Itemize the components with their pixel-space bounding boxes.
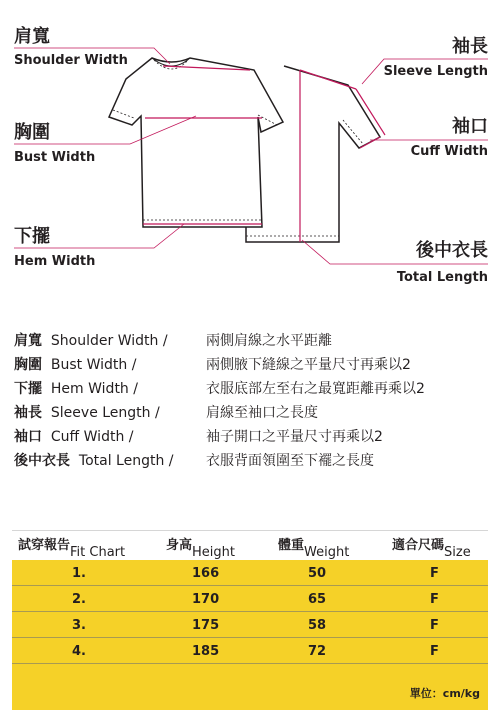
cuff-label: 袖口 Cuff Width (410, 116, 488, 159)
unit-note: 單位：cm/kg (409, 687, 480, 700)
table-row: 2. 170 65 F (12, 586, 488, 612)
fit-chart-table (12, 530, 488, 710)
fit-chart-header: 試穿報告 Fit Chart 身高 Height 體重 Weight 適合尺碼 Size (12, 530, 488, 560)
table-row: 1. 166 50 F (12, 560, 488, 586)
description-row-hem: 下擺 Hem Width / 衣服底部左至右之最寬距離再乘以2 (14, 381, 425, 397)
front-tshirt-outline (109, 58, 283, 227)
description-row-shoulder: 肩寬 Shoulder Width / 兩側肩線之水平距離 (14, 333, 332, 349)
measurement-descriptions (14, 331, 494, 475)
sleeve-label: 袖長 Sleeve Length (383, 36, 488, 79)
table-row: 3. 175 58 F (12, 612, 488, 638)
fit-chart-body (12, 560, 488, 710)
description-row-total-length: 後中衣長 Total Length / 衣服背面領圍至下襬之長度 (14, 453, 374, 469)
sleeve-measure-line (300, 70, 356, 89)
description-row-sleeve: 袖長 Sleeve Length / 肩線至袖口之長度 (14, 405, 318, 421)
hem-label: 下擺 Hem Width (14, 226, 96, 269)
shoulder-label: 肩寬 Shoulder Width (14, 26, 128, 68)
description-row-bust: 胸圍 Bust Width / 兩側腋下縫線之平量尺寸再乘以2 (14, 357, 411, 373)
description-row-cuff: 袖口 Cuff Width / 袖子開口之平量尺寸再乘以2 (14, 429, 383, 445)
table-row: 4. 185 72 F (12, 638, 488, 664)
total-length-label: 後中衣長 Total Length (396, 240, 488, 285)
bust-label: 胸圍 Bust Width (14, 122, 96, 165)
cuff-measure-line (360, 137, 380, 148)
